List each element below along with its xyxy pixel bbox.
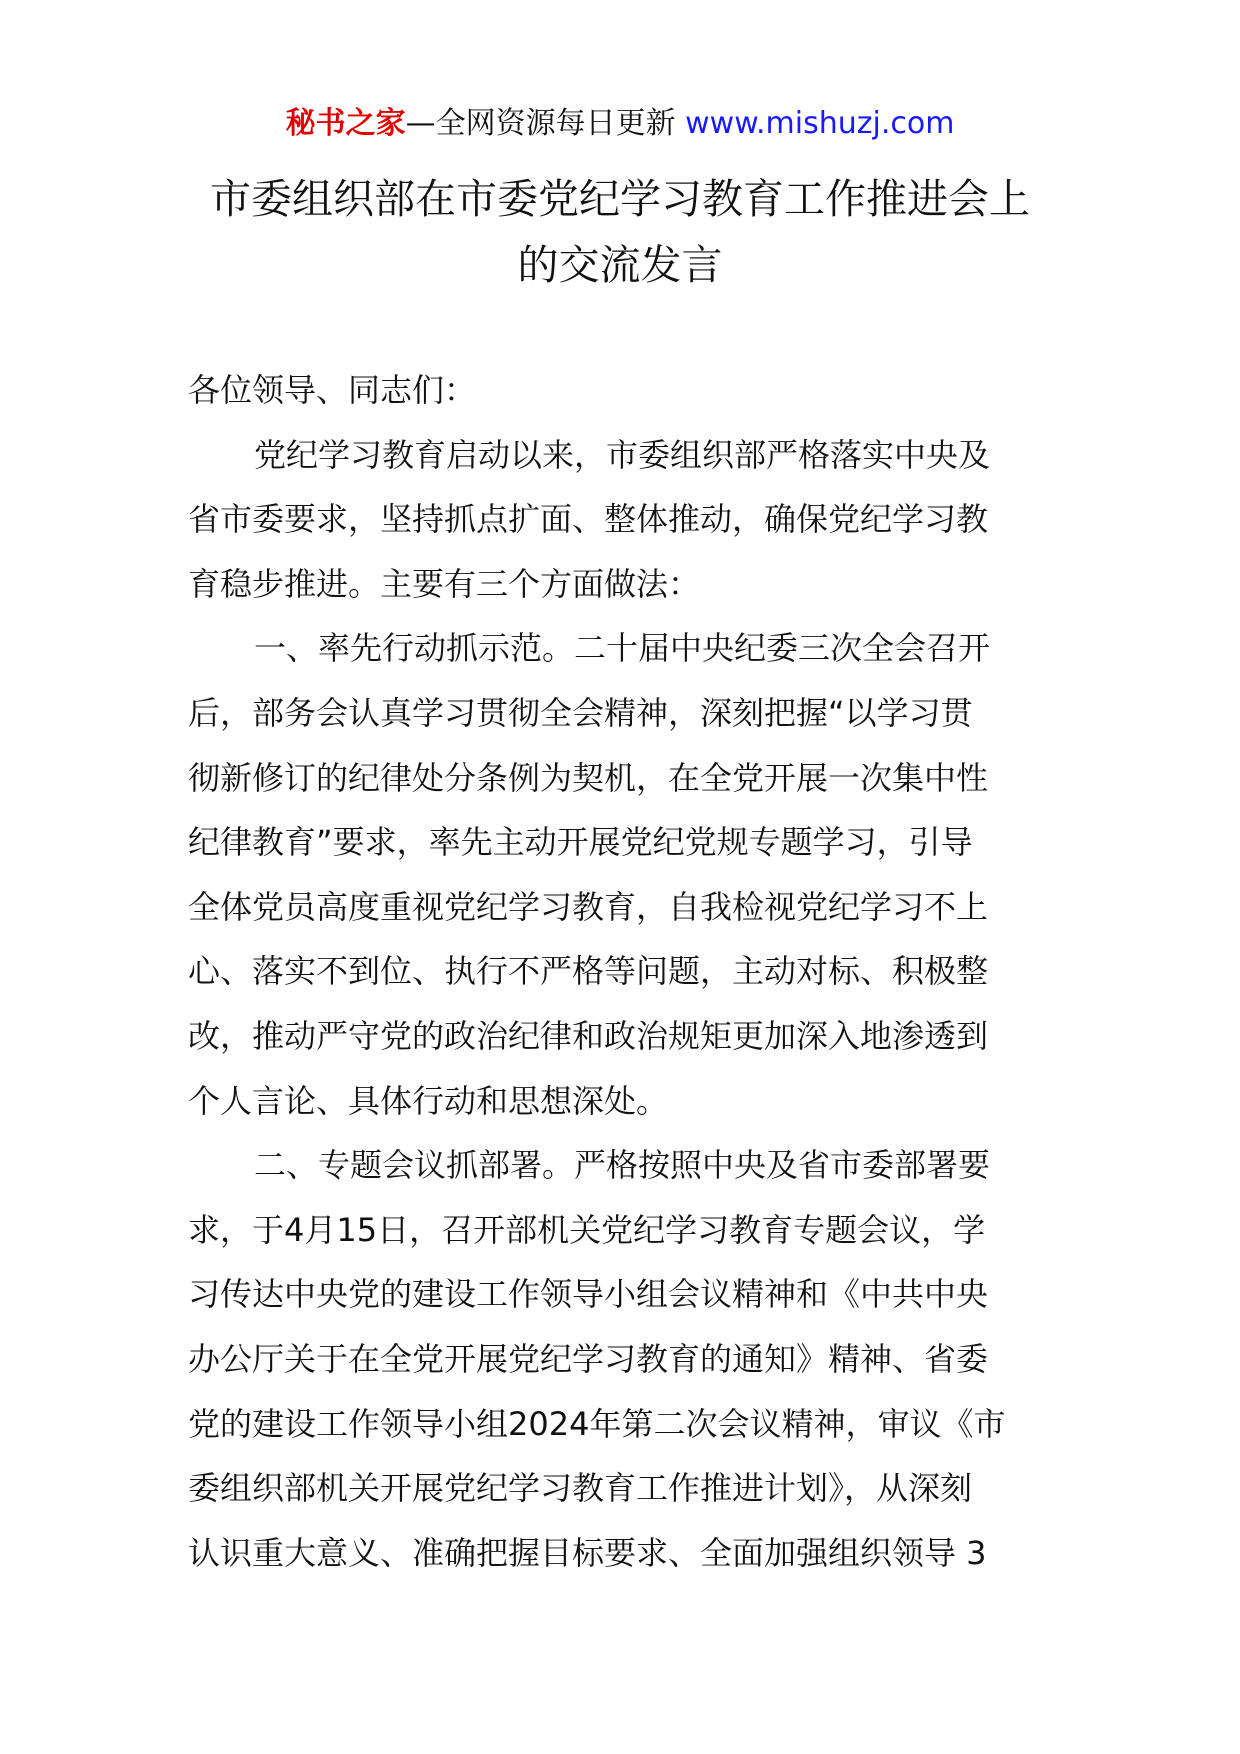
paragraph-line: 省市委要求，坚持抓点扩面、整体推动，确保党纪学习教 (188, 500, 989, 539)
paragraph-line: 后，部务会认真学习贯彻全会精神，深刻把握“以学习贯 (188, 693, 973, 732)
paragraph-line: 二、专题会议抓部署。严格按照中央及省市委部署要 (254, 1146, 991, 1185)
site-url-link[interactable]: www.mishuzj.com (685, 106, 955, 141)
paragraph-line: 彻新修订的纪律处分条例为契机，在全党开展一次集中性 (188, 758, 989, 797)
title-line-2: 的交流发言 (517, 241, 723, 289)
paragraph-line: 办公厅关于在全党开展党纪学习教育的通知》精神、省委 (188, 1339, 989, 1378)
paragraph-line: 育稳步推进。主要有三个方面做法： (188, 564, 701, 603)
document-title (150, 166, 1090, 298)
salutation: 各位领导、同志们： (188, 371, 477, 409)
document-body (188, 358, 1068, 1585)
header-tagline: —全网资源每日更新 (405, 106, 676, 141)
paragraph-line: 全体党员高度重视党纪学习教育，自我检视党纪学习不上 (188, 887, 989, 926)
brand-name: 秘书之家 (285, 106, 406, 141)
paragraph-line: 委组织部机关开展党纪学习教育工作推进计划》，从深刻 (188, 1469, 973, 1508)
title-line-1: 市委组织部在市委党纪学习教育工作推进会上 (210, 175, 1030, 223)
paragraph-line: 习传达中央党的建设工作领导小组会议精神和《中共中央 (188, 1275, 989, 1314)
paragraph-line: 改，推动严守党的政治纪律和政治规矩更加深入地渗透到 (188, 1016, 989, 1055)
paragraph-line: 求，于4月15日，召开部机关党纪学习教育专题会议，学 (188, 1210, 986, 1249)
paragraph-line: 党纪学习教育启动以来，市委组织部严格落实中央及 (254, 435, 991, 474)
paragraph-line: 心、落实不到位、执行不严格等问题，主动对标、积极整 (188, 952, 989, 991)
paragraph-line: 个人言论、具体行动和思想深处。 (188, 1081, 669, 1120)
site-header (0, 102, 1240, 146)
paragraph-line: 认识重大意义、准确把握目标要求、全面加强组织领导 3 (188, 1533, 987, 1572)
paragraph-line: 党的建设工作领导小组2024年第二次会议精神，审议《市 (188, 1404, 1006, 1443)
paragraph-line: 纪律教育”要求，率先主动开展党纪党规专题学习，引导 (188, 823, 973, 862)
paragraph-line: 一、率先行动抓示范。二十届中央纪委三次全会召开 (254, 629, 991, 668)
